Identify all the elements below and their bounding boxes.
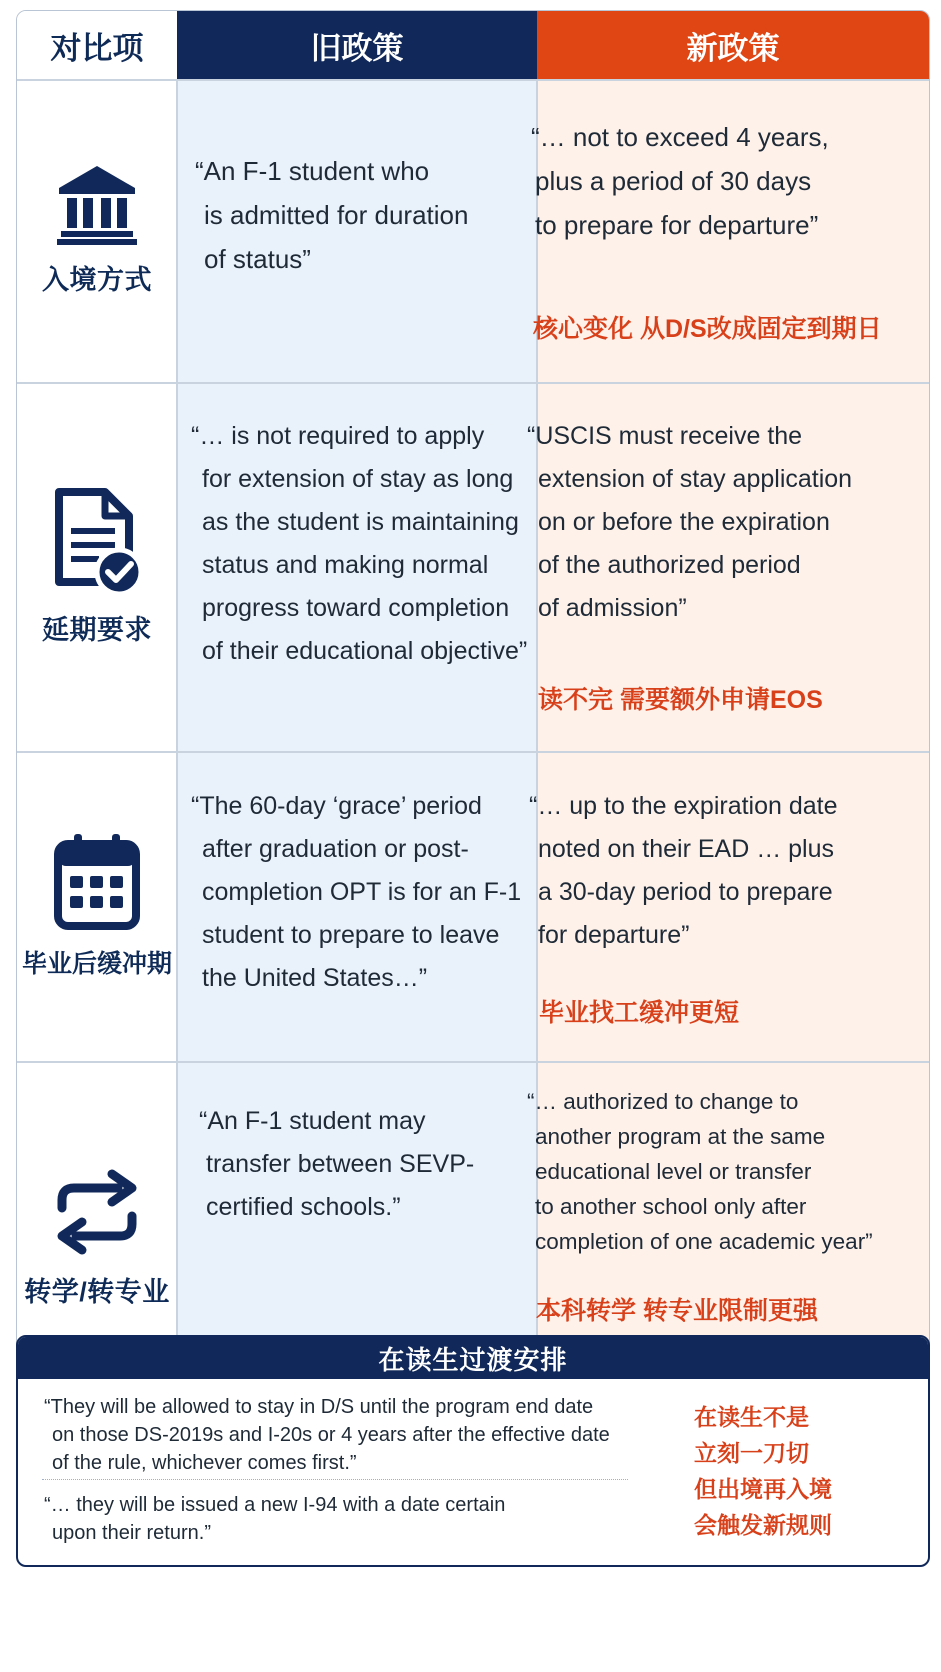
transition-quote-1	[44, 1393, 610, 1477]
quote-line: “An F-1 student may	[199, 1107, 426, 1135]
row-item-label: 毕业后缓冲期	[21, 950, 172, 978]
header-old-policy: 旧政策	[177, 11, 537, 79]
transition-arrangement-box	[16, 1335, 930, 1567]
table-row-entry-method	[17, 79, 929, 382]
quote-line: after graduation or post-	[202, 835, 469, 863]
row-item-label: 延期要求	[42, 615, 152, 645]
building-columns-icon	[55, 164, 139, 246]
transition-title: 在读生过渡安排	[18, 1337, 928, 1379]
quote-line: upon their return.”	[52, 1522, 211, 1544]
table-row-extension	[17, 382, 929, 751]
quote-line: educational level or transfer	[535, 1159, 812, 1184]
quote-line: transfer between SEVP-	[206, 1150, 475, 1178]
quote-line: student to prepare to leave	[202, 921, 500, 949]
row-item-cell	[17, 751, 177, 1061]
quote-line: “… they will be issued a new I-94 with a date certain	[44, 1494, 506, 1516]
quote-line: “An F-1 student who	[195, 156, 430, 186]
row-item-label: 入境方式	[42, 265, 152, 295]
quote-line: is admitted for duration	[204, 200, 469, 230]
new-policy-quote	[527, 415, 852, 630]
change-note: 核心变化 从D/S改成固定到期日	[533, 315, 882, 343]
calendar-icon	[52, 832, 142, 932]
quote-line: a 30-day period to prepare	[538, 878, 833, 906]
document-check-icon	[49, 486, 145, 596]
transfer-arrows-icon	[52, 1166, 142, 1258]
new-policy-quote	[531, 115, 829, 247]
quote-line: completion of one academic year”	[535, 1229, 873, 1254]
dotted-divider	[42, 1479, 628, 1480]
old-policy-quote	[191, 785, 521, 1000]
quote-line: “USCIS must receive the	[527, 422, 803, 450]
note-line: 在读生不是	[694, 1404, 809, 1430]
quote-line: status and making normal	[202, 551, 489, 579]
transition-quote-2	[44, 1491, 505, 1547]
quote-line: of their educational objective”	[202, 637, 528, 665]
change-note: 毕业找工缓冲更短	[539, 999, 740, 1027]
quote-line: for extension of stay as long	[202, 465, 514, 493]
quote-line: “They will be allowed to stay in D/S until the program end date	[44, 1396, 594, 1418]
quote-line: “The 60-day ‘grace’ period	[191, 792, 482, 820]
quote-line: completion OPT is for an F-1	[202, 878, 522, 906]
quote-line: on those DS-2019s and I-20s or 4 years after the effective date	[52, 1424, 610, 1446]
quote-line: “… not to exceed 4 years,	[531, 122, 829, 152]
quote-line: of admission”	[538, 594, 687, 622]
quote-line: “… up to the expiration date	[529, 792, 838, 820]
quote-line: as the student is maintaining	[202, 508, 519, 536]
row-item-cell	[17, 382, 177, 751]
quote-line: extension of stay application	[538, 465, 853, 493]
new-policy-quote	[527, 1084, 873, 1259]
quote-line: to prepare for departure”	[535, 210, 819, 240]
quote-line: progress toward completion	[202, 594, 510, 622]
quote-line: “… authorized to change to	[527, 1089, 799, 1114]
quote-line: on or before the expiration	[538, 508, 830, 536]
quote-line: to another school only after	[535, 1194, 807, 1219]
quote-line: the United States…”	[202, 964, 428, 992]
comparison-table	[16, 10, 930, 1415]
quote-line: plus a period of 30 days	[535, 166, 812, 196]
old-policy-quote	[199, 1100, 474, 1229]
change-note: 本科转学 转专业限制更强	[536, 1297, 818, 1325]
transition-note	[694, 1399, 832, 1543]
note-line: 会触发新规则	[694, 1512, 832, 1538]
new-policy-quote	[529, 785, 838, 957]
old-policy-quote	[191, 415, 527, 673]
row-item-label: 转学/转专业	[24, 1277, 170, 1307]
note-line: 但出境再入境	[694, 1476, 832, 1502]
old-policy-quote	[195, 149, 468, 281]
row-item-cell	[17, 79, 177, 382]
quote-line: certified schools.”	[206, 1193, 401, 1221]
quote-line: of status”	[204, 244, 311, 274]
quote-line: “… is not required to apply	[191, 422, 485, 450]
table-row-grace-period	[17, 751, 929, 1061]
quote-line: noted on their EAD … plus	[538, 835, 834, 863]
quote-line: of the authorized period	[538, 551, 801, 579]
header-new-policy: 新政策	[537, 11, 929, 79]
note-line: 立刻一刀切	[694, 1440, 809, 1466]
quote-line: for departure”	[538, 921, 690, 949]
change-note: 读不完 需要额外申请EOS	[538, 686, 823, 714]
quote-line: another program at the same	[535, 1124, 826, 1149]
quote-line: of the rule, whichever comes first.”	[52, 1452, 357, 1474]
header-comparison-item: 对比项	[17, 11, 178, 79]
